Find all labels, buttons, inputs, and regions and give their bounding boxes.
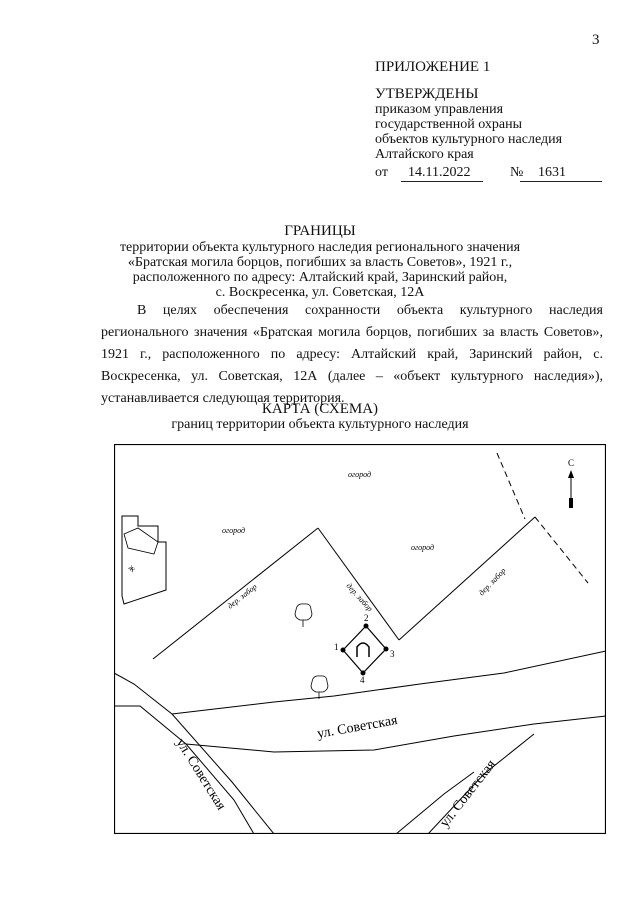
boundary-point bbox=[384, 647, 389, 652]
fence-label: дер. забор bbox=[476, 566, 508, 598]
approval-line: государственной охраны bbox=[375, 117, 523, 132]
boundary-map bbox=[114, 444, 606, 834]
area-label: огород bbox=[348, 470, 372, 479]
title-heading: ГРАНИЦЫ bbox=[284, 223, 356, 239]
body-paragraph: В целях обеспечения сохранности объекта культурного наследия регионального значения «Братская могила борцов, погибших за власть Советов», 1921 г., расположенного по адресу: Алтайский край, Заринский район, с. Воскресенка, ул. Советская, 12А (далее – «объект культурного наследия»), устанавливается следующая территория. bbox=[101, 303, 603, 406]
map-heading: КАРТА (СХЕМА) bbox=[261, 401, 379, 417]
area-label: огород bbox=[411, 543, 435, 552]
appendix-label: ПРИЛОЖЕНИЕ 1 bbox=[375, 59, 491, 75]
date-prefix: от bbox=[375, 165, 388, 180]
point-label: 1 bbox=[334, 642, 339, 652]
street-label: ул. Советская bbox=[437, 757, 500, 831]
title-line: территории объекта культурного наследия регионального значения bbox=[119, 240, 521, 255]
point-label: 4 bbox=[360, 675, 365, 685]
order-date: 14.11.2022 bbox=[408, 165, 471, 180]
title-line: «Братская могила борцов, погибших за власть Советов», 1921 г., bbox=[127, 255, 513, 270]
order-number: 1631 bbox=[538, 165, 566, 180]
street-label: ул. Советская bbox=[172, 736, 229, 813]
boundary-point bbox=[341, 648, 346, 653]
building-marker: ж bbox=[126, 562, 139, 574]
order-reference bbox=[375, 163, 566, 183]
title-line: с. Воскресенка, ул. Советская, 12А bbox=[215, 285, 425, 300]
approval-line: Алтайского края bbox=[375, 147, 474, 162]
map-subtitle: границ территории объекта культурного наследия bbox=[171, 417, 469, 432]
document-title bbox=[0, 224, 640, 300]
point-label: 2 bbox=[364, 613, 369, 623]
map-title bbox=[0, 402, 640, 432]
map-frame bbox=[115, 445, 606, 834]
approval-line: объектов культурного наследия bbox=[375, 132, 563, 147]
fence-label: дер. забор bbox=[225, 582, 259, 611]
number-sign: № bbox=[510, 165, 524, 180]
boundary-point bbox=[364, 624, 369, 629]
approval-line: приказом управления bbox=[375, 102, 504, 117]
date-underline bbox=[401, 181, 483, 182]
point-label: 3 bbox=[390, 649, 395, 659]
approval-block bbox=[375, 59, 566, 183]
svg-text:С: С bbox=[568, 458, 575, 468]
fence-label: дер. забор bbox=[344, 581, 375, 614]
title-line: расположенного по адресу: Алтайский край, Заринский район, bbox=[132, 270, 508, 285]
page-number: 3 bbox=[592, 32, 600, 48]
approved-label: УТВЕРЖДЕНЫ bbox=[375, 86, 479, 102]
street-label: ул. Советская bbox=[316, 713, 399, 742]
number-underline bbox=[520, 181, 602, 182]
area-label: огород bbox=[222, 526, 246, 535]
